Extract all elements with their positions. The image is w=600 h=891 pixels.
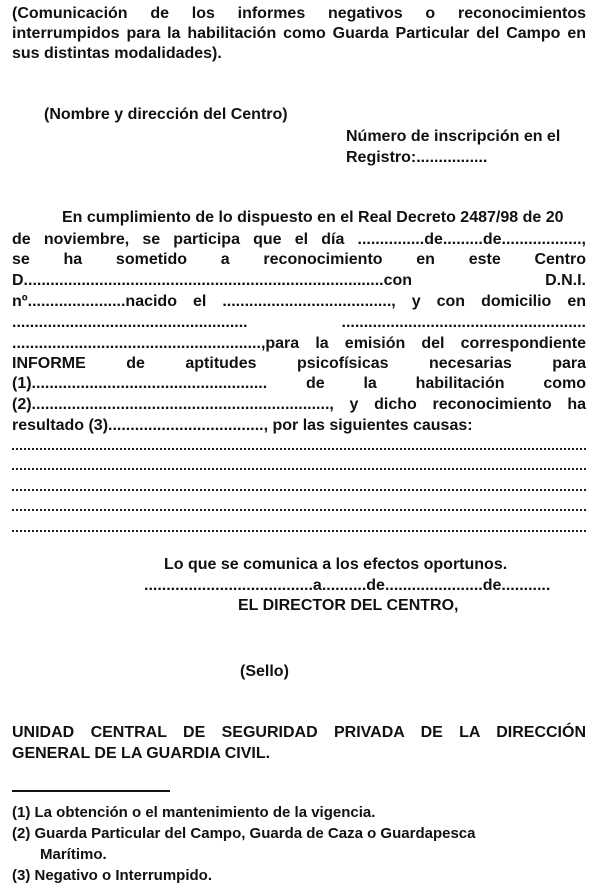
header-line-1: (Comunicación de los informes negativos o reconocimientos — [12, 5, 586, 22]
body-line-4: D.................................................................................con D.N.I. — [12, 272, 586, 289]
body-line-11: resultado (3)..................................., por las siguientes causas: — [12, 417, 473, 434]
header-line-3: sus distintas modalidades). — [12, 45, 222, 62]
registry-number-label: Número de inscripción en el — [346, 128, 561, 145]
body-line-8: INFORME de aptitudes psicofísicas necesarias para — [12, 355, 586, 372]
causes-line-2 — [12, 468, 586, 470]
body-line-6: ..................................................... ....................................................... — [12, 314, 586, 331]
director-signature-label: EL DIRECTOR DEL CENTRO, — [238, 597, 459, 614]
causes-line-4 — [12, 509, 586, 511]
body-line-2: de noviembre, se participa que el día ...............de.........de.................., — [12, 231, 586, 248]
body-line-3: se ha sometido a reconocimiento en este Centro — [12, 251, 586, 268]
body-line-9: (1)..................................................... de la habilitación como — [12, 375, 586, 392]
seal-label: (Sello) — [240, 663, 289, 680]
body-line-1: En cumplimiento de lo dispuesto en el Real Decreto 2487/98 de 20 — [62, 209, 564, 226]
body-line-10: (2)..................................................................., y dicho reconocimiento ha — [12, 396, 586, 413]
date-place-line: ......................................a..........de......................de........... — [144, 577, 551, 594]
causes-line-1 — [12, 448, 586, 450]
footnote-1: (1) La obtención o el mantenimiento de la vigencia. — [12, 804, 376, 821]
addressee-line-1: UNIDAD CENTRAL DE SEGURIDAD PRIVADA DE LA DIRECCIÓN — [12, 724, 586, 741]
footnote-separator — [12, 790, 170, 792]
body-line-7: ........................................................,para la emisión del correspondiente — [12, 335, 586, 352]
body-line-5: nº......................nacido el ......................................, y con domicilio en — [12, 293, 586, 310]
registry-number-field: Registro:................ — [346, 149, 488, 166]
footnote-3: (3) Negativo o Interrumpido. — [12, 867, 213, 884]
addressee-line-2: GENERAL DE LA GUARDIA CIVIL. — [12, 745, 271, 762]
causes-line-3 — [12, 489, 586, 491]
header-line-2: interrumpidos para la habilitación como Guarda Particular del Campo en — [12, 25, 586, 42]
closing-statement: Lo que se comunica a los efectos oportunos. — [164, 556, 508, 573]
centre-name-address: (Nombre y dirección del Centro) — [44, 106, 288, 123]
footnote-2-continued: Marítimo. — [40, 846, 107, 863]
footnote-2: (2) Guarda Particular del Campo, Guarda de Caza o Guardapesca — [12, 825, 476, 842]
causes-line-5 — [12, 530, 586, 532]
